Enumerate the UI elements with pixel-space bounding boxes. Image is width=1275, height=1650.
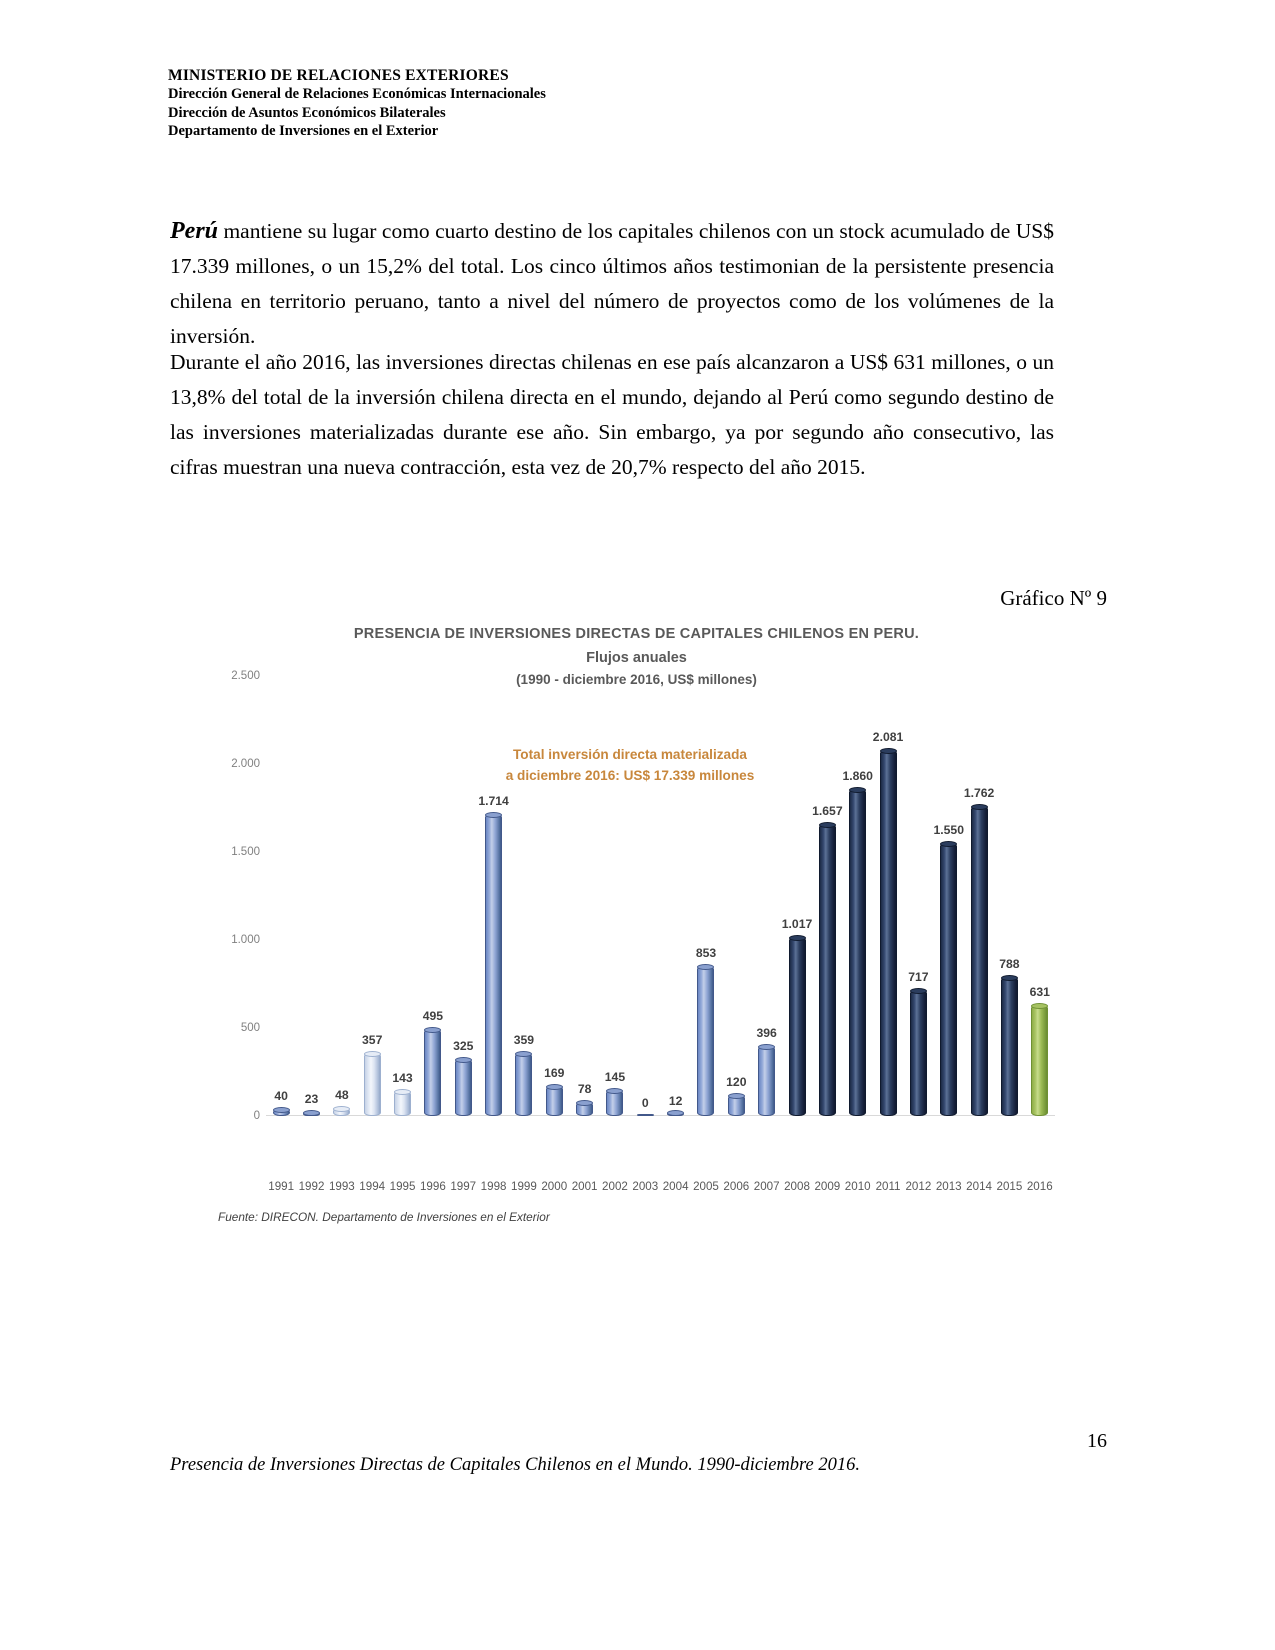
bar-cap bbox=[333, 1106, 350, 1112]
bar bbox=[333, 1108, 350, 1116]
bar bbox=[273, 1109, 290, 1116]
bar bbox=[424, 1029, 441, 1116]
bar-cap bbox=[546, 1084, 563, 1090]
bar-cap bbox=[849, 787, 866, 793]
bar bbox=[697, 966, 714, 1116]
bar-value-label: 631 bbox=[1029, 984, 1050, 999]
x-tick-label: 1996 bbox=[419, 1180, 446, 1193]
bar-value-label: 1.714 bbox=[478, 794, 509, 809]
bar-cap bbox=[880, 748, 897, 754]
bar-cap bbox=[303, 1110, 320, 1116]
y-tick-label: 500 bbox=[240, 1022, 260, 1034]
x-tick-label: 2006 bbox=[723, 1180, 750, 1193]
letterhead-ministry: MINISTERIO DE RELACIONES EXTERIORES bbox=[168, 67, 509, 84]
bar-column bbox=[873, 676, 903, 1116]
figure-label: Gráfico Nº 9 bbox=[1000, 586, 1107, 610]
chart-subtitle-range: (1990 - diciembre 2016, US$ millones) bbox=[516, 672, 757, 687]
bar-cap bbox=[789, 935, 806, 941]
x-tick-label: 1998 bbox=[480, 1180, 507, 1193]
x-tick-label: 2012 bbox=[905, 1180, 932, 1193]
letterhead bbox=[168, 66, 1068, 141]
bar-cap bbox=[819, 822, 836, 828]
bar bbox=[485, 814, 502, 1116]
bar bbox=[515, 1053, 532, 1116]
bar-value-label: 2.081 bbox=[872, 729, 904, 744]
bar-column bbox=[478, 676, 508, 1116]
bar-value-label: 1.657 bbox=[812, 804, 843, 819]
x-tick-label: 1992 bbox=[298, 1180, 325, 1193]
bar-column bbox=[691, 676, 721, 1116]
paragraph-peru-stock bbox=[170, 214, 1054, 354]
bar-column bbox=[782, 676, 812, 1116]
x-tick-label: 2008 bbox=[784, 1180, 810, 1193]
bar-value-label: 1.762 bbox=[963, 785, 995, 800]
chart-subtitle: Flujos anuales bbox=[586, 650, 687, 666]
bar-cap bbox=[697, 964, 714, 970]
bar bbox=[546, 1086, 563, 1116]
bar-column bbox=[569, 676, 599, 1116]
bar bbox=[940, 843, 957, 1116]
x-tick-label: 1999 bbox=[511, 1180, 537, 1193]
bar-column bbox=[357, 676, 387, 1116]
bar bbox=[971, 806, 988, 1116]
bar bbox=[880, 750, 897, 1116]
chart-plot-area bbox=[218, 670, 1055, 1224]
paragraph-lead-word: Perú bbox=[170, 218, 218, 244]
bar-value-label: 23 bbox=[304, 1091, 319, 1106]
bar-value-label: 495 bbox=[422, 1008, 444, 1023]
y-tick-label: 2.500 bbox=[231, 670, 260, 682]
bar-value-label: 0 bbox=[641, 1096, 649, 1110]
bar-column bbox=[296, 676, 326, 1116]
y-tick-label: 1.500 bbox=[231, 846, 260, 858]
bar-cap bbox=[424, 1027, 441, 1033]
bar-column bbox=[660, 676, 690, 1116]
x-tick-label: 2002 bbox=[602, 1180, 628, 1193]
x-tick-label: 1991 bbox=[268, 1180, 295, 1193]
chart-figure bbox=[170, 614, 1055, 1224]
bar-cap bbox=[728, 1093, 745, 1099]
letterhead-department: Departamento de Inversiones en el Exterior bbox=[168, 123, 439, 139]
bar-column bbox=[964, 676, 994, 1116]
bar-column bbox=[994, 676, 1024, 1116]
bar-cap bbox=[971, 804, 988, 810]
x-tick-label: 2005 bbox=[693, 1180, 719, 1193]
x-tick-label: 1995 bbox=[389, 1180, 416, 1193]
x-tick-label: 1997 bbox=[450, 1180, 477, 1193]
bar-value-label: 1.860 bbox=[842, 768, 873, 783]
bar-column bbox=[448, 676, 478, 1116]
bar-cap bbox=[576, 1100, 593, 1106]
y-tick-label: 0 bbox=[253, 1110, 260, 1122]
bar-value-label: 48 bbox=[335, 1087, 349, 1102]
bar-column bbox=[266, 676, 296, 1116]
bar-value-label: 1.550 bbox=[933, 823, 964, 838]
bar-value-label: 120 bbox=[726, 1074, 747, 1089]
bar bbox=[1031, 1005, 1048, 1116]
bar-column bbox=[721, 676, 751, 1116]
bar bbox=[910, 990, 927, 1116]
bar-cap bbox=[758, 1044, 775, 1050]
bar-column bbox=[418, 676, 448, 1116]
bar-cap bbox=[910, 988, 927, 994]
x-axis-labels bbox=[266, 1180, 1055, 1200]
bar-column bbox=[903, 676, 933, 1116]
paragraph-2016-flows: Durante el año 2016, las inversiones directas chilenas en ese país alcanzaron a US$ 631 millones, o un 13,8% del total de la inversión chilena directa en el mundo, dejando al Perú como segundo destino de las inversiones materializadas durante ese año. Sin embargo, ya por segundo año consecutivo, las cifras muestran una nueva contracción, esta vez de 20,7% respecto del año 2015. bbox=[170, 350, 1054, 479]
bar-value-label: 78 bbox=[577, 1082, 592, 1097]
bar-cap bbox=[455, 1057, 472, 1063]
paragraph-1-text: mantiene su lugar como cuarto destino de los capitales chilenos con un stock acumulado de US$ 17.339 millones, o un 15,2% del total. Los cinco últimos años testimonian de la persistente presencia chilena en territorio peruano, tanto a nivel del número de proyectos como de los volúmenes de la inversión. bbox=[170, 219, 1054, 348]
x-tick-label: 2015 bbox=[996, 1180, 1023, 1193]
bar-cap bbox=[1001, 975, 1018, 981]
bar-column bbox=[327, 676, 357, 1116]
bar-column bbox=[752, 676, 782, 1116]
bar-value-label: 788 bbox=[999, 957, 1020, 972]
y-tick-label: 2.000 bbox=[231, 758, 260, 770]
bar-value-label: 12 bbox=[668, 1093, 683, 1108]
bar bbox=[576, 1102, 593, 1116]
bar-value-label: 1.017 bbox=[781, 917, 813, 932]
bar-value-label: 40 bbox=[274, 1088, 288, 1103]
bar bbox=[364, 1053, 381, 1116]
chart-source-note: Fuente: DIRECON. Departamento de Inversiones en el Exterior bbox=[218, 1210, 550, 1224]
bar-column bbox=[1025, 676, 1055, 1116]
bar-cap bbox=[394, 1089, 411, 1095]
bar-column bbox=[812, 676, 842, 1116]
bar bbox=[606, 1090, 623, 1116]
bar-cap bbox=[606, 1088, 623, 1094]
x-tick-label: 2001 bbox=[571, 1180, 598, 1193]
bar-cap bbox=[273, 1107, 290, 1113]
x-tick-label: 1993 bbox=[328, 1180, 355, 1193]
bar-column bbox=[843, 676, 873, 1116]
bar bbox=[819, 824, 836, 1116]
x-tick-label: 2016 bbox=[1026, 1180, 1053, 1193]
x-tick-label: 2003 bbox=[632, 1180, 659, 1193]
bar-column bbox=[539, 676, 569, 1116]
y-axis-labels bbox=[218, 670, 266, 1122]
bar-value-label: 143 bbox=[392, 1070, 413, 1085]
bar-value-label: 396 bbox=[756, 1026, 777, 1041]
bar bbox=[455, 1059, 472, 1116]
bar bbox=[849, 789, 866, 1116]
bar-column bbox=[630, 676, 660, 1116]
y-tick-label: 1.000 bbox=[231, 934, 260, 946]
annotation-line-2: a diciembre 2016: US$ 17.339 millones bbox=[505, 768, 755, 783]
bar-cap bbox=[364, 1051, 381, 1057]
bar-cap bbox=[1031, 1003, 1048, 1009]
bar bbox=[1001, 977, 1018, 1116]
bar-cap bbox=[667, 1110, 684, 1116]
bar-value-label: 359 bbox=[513, 1032, 535, 1047]
bar bbox=[303, 1112, 320, 1116]
annotation-line-1: Total inversión directa materializada bbox=[513, 747, 747, 762]
x-tick-label: 2014 bbox=[966, 1180, 992, 1193]
bar bbox=[394, 1091, 411, 1116]
letterhead-direction-bilateral: Dirección de Asuntos Económicos Bilaterales bbox=[168, 104, 446, 121]
letterhead-direction-general: Dirección General de Relaciones Económicas Internacionales bbox=[168, 86, 546, 102]
bar bbox=[667, 1112, 684, 1116]
bar bbox=[637, 1114, 654, 1116]
chart-title: PRESENCIA DE INVERSIONES DIRECTAS DE CAPITALES CHILENOS EN PERU. bbox=[353, 626, 920, 642]
bar-value-label: 357 bbox=[362, 1033, 383, 1048]
bar-cap bbox=[940, 841, 957, 847]
bar-value-label: 145 bbox=[604, 1070, 626, 1085]
bar bbox=[728, 1095, 745, 1116]
bar-column bbox=[934, 676, 964, 1116]
bar-value-label: 169 bbox=[544, 1066, 565, 1081]
x-tick-label: 2010 bbox=[844, 1180, 871, 1193]
bar-cap bbox=[515, 1051, 532, 1057]
bar bbox=[758, 1046, 775, 1116]
bar-column bbox=[509, 676, 539, 1116]
bar-column bbox=[600, 676, 630, 1116]
bar-series bbox=[266, 676, 1055, 1116]
x-tick-label: 2004 bbox=[662, 1180, 689, 1193]
page-number: 16 bbox=[1087, 1430, 1107, 1452]
bar-value-label: 717 bbox=[908, 969, 929, 984]
x-tick-label: 1994 bbox=[359, 1180, 386, 1193]
footer-caption: Presencia de Inversiones Directas de Capitales Chilenos en el Mundo. 1990-diciembre 2016. bbox=[170, 1455, 861, 1475]
bar-value-label: 325 bbox=[453, 1038, 474, 1053]
x-tick-label: 2000 bbox=[541, 1180, 568, 1193]
x-tick-label: 2011 bbox=[875, 1180, 901, 1193]
bar-column bbox=[387, 676, 417, 1116]
bar-value-label: 853 bbox=[695, 945, 717, 960]
bar bbox=[789, 937, 806, 1116]
bar-cap bbox=[485, 812, 502, 818]
x-tick-label: 2009 bbox=[814, 1180, 841, 1193]
x-tick-label: 2013 bbox=[935, 1180, 962, 1193]
x-tick-label: 2007 bbox=[753, 1180, 780, 1193]
